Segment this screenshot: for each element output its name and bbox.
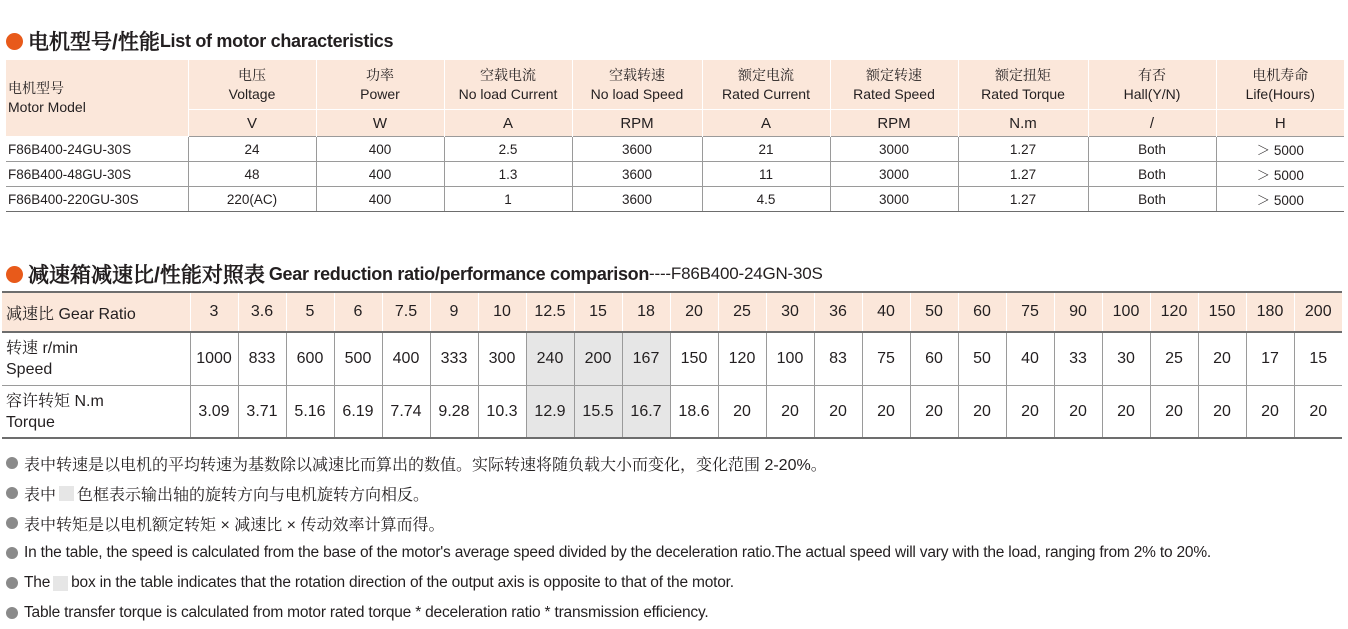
torque-cell: 20 — [718, 386, 766, 439]
column-header-en: No load Current — [458, 85, 558, 102]
gear-ratio-cell: 40 — [862, 292, 910, 332]
note-text: 表中转矩是以电机额定转矩 × 减速比 × 传动效率计算而得。 — [24, 516, 445, 534]
note-bullet-icon — [6, 577, 18, 589]
table-cell: 3600 — [572, 162, 702, 187]
gear-ratio-label: 减速比 Gear Ratio — [2, 292, 190, 332]
column-header-en: No load Speed — [590, 85, 684, 102]
gear-ratio-cell: 18 — [622, 292, 670, 332]
column-header-cn: 功率 — [366, 66, 394, 83]
speed-cell: 240 — [526, 332, 574, 386]
note-bullet-icon — [6, 607, 18, 619]
motor-model-cell: F86B400-48GU-30S — [6, 162, 188, 187]
torque-cell: 20 — [766, 386, 814, 439]
table-cell: 48 — [188, 162, 316, 187]
column-unit: W — [316, 110, 444, 137]
motor-model-cell: F86B400-24GU-30S — [6, 137, 188, 162]
speed-cell: 30 — [1102, 332, 1150, 386]
gear-ratio-cell: 90 — [1054, 292, 1102, 332]
column-header — [444, 60, 572, 110]
gear-ratio-cell: 7.5 — [382, 292, 430, 332]
speed-cell: 300 — [478, 332, 526, 386]
header-row — [6, 60, 1344, 110]
torque-cell: 20 — [1246, 386, 1294, 439]
table-cell: 3000 — [830, 187, 958, 212]
torque-cell: 20 — [1102, 386, 1150, 439]
note-text: 表中 — [24, 486, 57, 504]
table-cell: ＞ 5000 — [1216, 162, 1344, 187]
table-cell: ＞ 5000 — [1216, 137, 1344, 162]
torque-cell: 20 — [910, 386, 958, 439]
motor-model-cell: F86B400-220GU-30S — [6, 187, 188, 212]
speed-cell: 25 — [1150, 332, 1198, 386]
torque-cell: 20 — [1198, 386, 1246, 439]
table-row — [6, 162, 1344, 187]
bullet-icon — [6, 33, 23, 50]
column-header — [702, 60, 830, 110]
gear-ratio-cell: 150 — [1198, 292, 1246, 332]
torque-cell: 5.16 — [286, 386, 334, 439]
column-unit: A — [444, 110, 572, 137]
note-bullet-icon — [6, 547, 18, 559]
speed-cell: 100 — [766, 332, 814, 386]
column-header — [316, 60, 444, 110]
speed-cell: 20 — [1198, 332, 1246, 386]
gear-ratio-cell: 12.5 — [526, 292, 574, 332]
gear-ratio-cell: 20 — [670, 292, 718, 332]
shade-box-icon — [59, 486, 74, 501]
table-cell: 1.27 — [958, 187, 1088, 212]
note-en-speed — [6, 538, 1211, 568]
torque-label — [2, 386, 190, 439]
speed-cell: 40 — [1006, 332, 1054, 386]
column-header — [1088, 60, 1216, 110]
gear-ratio-cell: 3 — [190, 292, 238, 332]
table-row — [6, 187, 1344, 212]
column-header-cn: 额定扭矩 — [995, 66, 1051, 83]
torque-cell: 20 — [958, 386, 1006, 439]
torque-cell: 10.3 — [478, 386, 526, 439]
speed-cell: 50 — [958, 332, 1006, 386]
speed-cell: 17 — [1246, 332, 1294, 386]
note-text: 表中转速是以电机的平均转速为基数除以减速比而算出的数值。实际转速将随负载大小而变化，变化范围 2-20%。 — [24, 456, 827, 474]
note-text: The — [24, 574, 51, 591]
bullet-icon — [6, 266, 23, 283]
note-en-box — [6, 568, 1211, 598]
column-header — [958, 60, 1088, 110]
table-row — [6, 137, 1344, 162]
column-unit: V — [188, 110, 316, 137]
column-unit: A — [702, 110, 830, 137]
table-cell: 1.3 — [444, 162, 572, 187]
torque-cell: 20 — [862, 386, 910, 439]
gear-ratio-cell: 10 — [478, 292, 526, 332]
torque-cell: 12.9 — [526, 386, 574, 439]
speed-cell: 167 — [622, 332, 670, 386]
table-cell: 220(AC) — [188, 187, 316, 212]
table-cell: 3600 — [572, 137, 702, 162]
note-bullet-icon — [6, 487, 18, 499]
gear-ratio-title-model: ----F86B400-24GN-30S — [649, 264, 823, 283]
column-header — [572, 60, 702, 110]
note-text: Table transfer torque is calculated from motor rated torque * deceleration ratio * transmission efficiency. — [24, 604, 709, 621]
notes-list — [6, 448, 1211, 628]
note-cn-box — [6, 478, 1211, 508]
motor-characteristics-table — [6, 60, 1344, 212]
speed-cell: 833 — [238, 332, 286, 386]
torque-label-cn: 容许转矩 N.m — [6, 392, 104, 410]
table-cell: 400 — [316, 187, 444, 212]
column-header-en: Hall(Y/N) — [1123, 85, 1181, 102]
column-header-en: Life(Hours) — [1245, 85, 1315, 102]
torque-cell: 20 — [1150, 386, 1198, 439]
speed-cell: 333 — [430, 332, 478, 386]
column-header-cn: 有否 — [1138, 66, 1166, 83]
speed-row — [2, 332, 1342, 386]
gear-ratio-row — [2, 292, 1342, 332]
gear-ratio-cell: 5 — [286, 292, 334, 332]
column-header-cn: 电机寿命 — [1252, 66, 1309, 83]
torque-cell: 6.19 — [334, 386, 382, 439]
torque-cell: 20 — [1054, 386, 1102, 439]
speed-cell: 15 — [1294, 332, 1342, 386]
torque-label-en: Torque — [6, 413, 55, 431]
model-header-cn: 电机型号 — [8, 80, 64, 96]
shade-box-icon — [53, 576, 68, 591]
gear-ratio-cell: 180 — [1246, 292, 1294, 332]
speed-cell: 400 — [382, 332, 430, 386]
column-header-en: Rated Current — [722, 85, 810, 102]
table-cell: 2.5 — [444, 137, 572, 162]
torque-cell: 9.28 — [430, 386, 478, 439]
note-cn-speed — [6, 448, 1211, 478]
model-header — [6, 60, 188, 137]
torque-cell: 20 — [814, 386, 862, 439]
motor-list-title-en: List of motor characteristics — [159, 30, 394, 51]
table-cell: 1.27 — [958, 137, 1088, 162]
table-cell: Both — [1088, 137, 1216, 162]
table-cell: 11 — [702, 162, 830, 187]
torque-cell: 18.6 — [670, 386, 718, 439]
gear-ratio-cell: 25 — [718, 292, 766, 332]
column-header-en: Voltage — [228, 85, 276, 102]
model-header-en: Motor Model — [8, 99, 86, 115]
gear-ratio-cell: 30 — [766, 292, 814, 332]
note-cn-torque — [6, 508, 1211, 538]
torque-cell: 20 — [1006, 386, 1054, 439]
column-header-cn: 空载转速 — [609, 66, 665, 83]
motor-list-title — [6, 26, 393, 56]
unit-row — [6, 110, 1344, 137]
gear-ratio-title — [6, 259, 823, 289]
column-unit: H — [1274, 114, 1286, 132]
column-header-en: Power — [360, 85, 400, 102]
speed-cell: 500 — [334, 332, 382, 386]
column-unit: / — [1088, 110, 1216, 137]
column-header — [188, 60, 316, 110]
table-cell: 3000 — [830, 137, 958, 162]
gear-ratio-cell: 100 — [1102, 292, 1150, 332]
column-header-cn: 空载电流 — [480, 66, 536, 83]
column-header — [830, 60, 958, 110]
note-text: 色框表示输出轴的旋转方向与电机旋转方向相反。 — [77, 486, 430, 504]
gear-ratio-cell: 50 — [910, 292, 958, 332]
table-cell: 21 — [702, 137, 830, 162]
table-cell: 400 — [316, 162, 444, 187]
gear-ratio-title-cn: 减速箱减速比/性能对照表 — [28, 264, 265, 287]
speed-cell: 75 — [862, 332, 910, 386]
gear-ratio-table — [2, 291, 1342, 439]
table-cell: Both — [1088, 187, 1216, 212]
column-header-cn: 额定转速 — [866, 66, 922, 83]
gear-ratio-cell: 200 — [1294, 292, 1342, 332]
table-cell: 400 — [316, 137, 444, 162]
gear-ratio-cell: 60 — [958, 292, 1006, 332]
speed-cell: 200 — [574, 332, 622, 386]
gear-ratio-cell: 75 — [1006, 292, 1054, 332]
torque-cell: 3.71 — [238, 386, 286, 439]
table-cell: ＞ 5000 — [1216, 187, 1344, 212]
speed-cell: 83 — [814, 332, 862, 386]
gear-ratio-cell: 3.6 — [238, 292, 286, 332]
note-text: box in the table indicates that the rotation direction of the output axis is opposite to that of the motor. — [71, 574, 734, 591]
column-header-en: Rated Speed — [853, 85, 935, 102]
speed-label-cn: 转速 r/min — [6, 340, 79, 357]
note-text: In the table, the speed is calculated from the base of the motor's average speed divided by the deceleration ratio.The actual speed will vary with the load, ranging from 2% to 20%. — [24, 544, 1212, 561]
table-cell: 3000 — [830, 162, 958, 187]
column-header-cn: 额定电流 — [738, 66, 794, 83]
torque-cell: 15.5 — [574, 386, 622, 439]
column-unit: RPM — [830, 110, 958, 137]
speed-cell: 600 — [286, 332, 334, 386]
column-unit: N.m — [958, 110, 1088, 137]
table-cell: Both — [1088, 162, 1216, 187]
note-bullet-icon — [6, 457, 18, 469]
gear-ratio-cell: 36 — [814, 292, 862, 332]
column-header-cn: 电压 — [238, 66, 266, 83]
torque-row — [2, 386, 1342, 439]
table-cell: 1 — [444, 187, 572, 212]
speed-cell: 120 — [718, 332, 766, 386]
table-cell: 1.27 — [958, 162, 1088, 187]
note-en-torque — [6, 598, 1211, 628]
torque-cell: 20 — [1294, 386, 1342, 439]
gear-ratio-cell: 15 — [574, 292, 622, 332]
gear-ratio-title-en: Gear reduction ratio/performance comparison — [268, 263, 650, 284]
speed-cell: 1000 — [190, 332, 238, 386]
speed-label — [2, 332, 190, 386]
note-bullet-icon — [6, 517, 18, 529]
table-cell: 24 — [188, 137, 316, 162]
gear-ratio-cell: 6 — [334, 292, 382, 332]
table-cell: 4.5 — [702, 187, 830, 212]
motor-list-title-cn: 电机型号/性能 — [28, 31, 160, 54]
column-header — [1216, 60, 1344, 110]
torque-cell: 3.09 — [190, 386, 238, 439]
speed-cell: 33 — [1054, 332, 1102, 386]
column-header-en: Rated Torque — [981, 85, 1065, 102]
column-unit: RPM — [572, 110, 702, 137]
speed-cell: 150 — [670, 332, 718, 386]
speed-label-en: Speed — [6, 361, 53, 378]
gear-ratio-cell: 9 — [430, 292, 478, 332]
table-cell: 3600 — [572, 187, 702, 212]
gear-ratio-cell: 120 — [1150, 292, 1198, 332]
torque-cell: 16.7 — [622, 386, 670, 439]
torque-cell: 7.74 — [382, 386, 430, 439]
speed-cell: 60 — [910, 332, 958, 386]
